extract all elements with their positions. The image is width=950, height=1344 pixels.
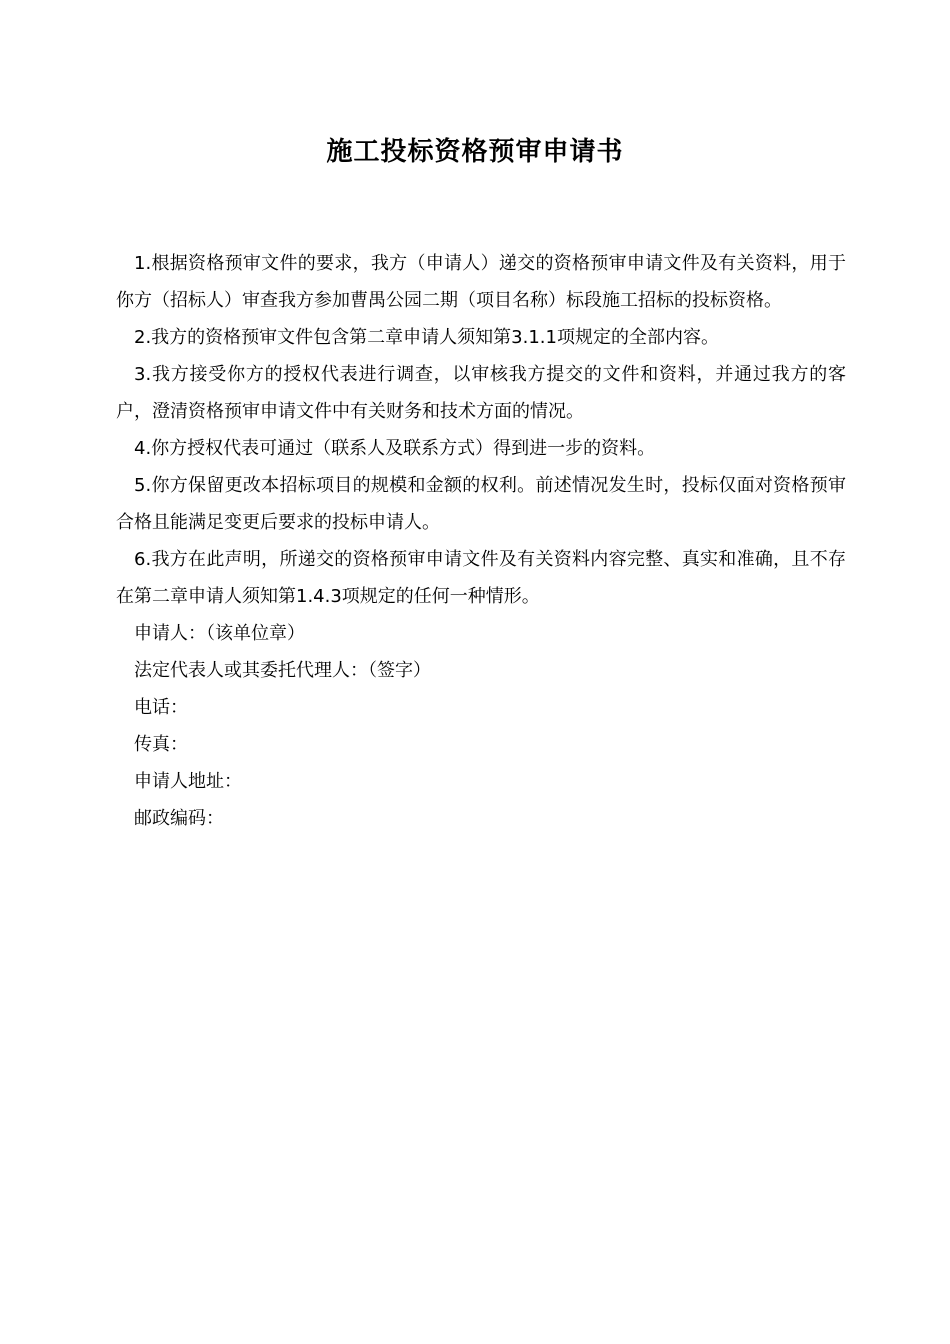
- paragraph-2: 2.我方的资格预审文件包含第二章申请人须知第3.1.1项规定的全部内容。: [134, 327, 719, 348]
- postcode-field: 邮政编码：: [134, 808, 224, 829]
- legal-representative-field: 法定代表人或其委托代理人：（签字）: [134, 660, 431, 681]
- applicant-field: 申请人：（该单位章）: [134, 623, 305, 644]
- paragraph-4: 4.你方授权代表可通过（联系人及联系方式）得到进一步的资料。: [134, 438, 656, 459]
- document-body: [116, 245, 846, 837]
- fax-field: 传真：: [134, 734, 188, 755]
- paragraph-1: 1.根据资格预审文件的要求，我方（申请人）递交的资格预审申请文件及有关资料，用于你方（招标人）审查我方参加曹禺公园二期（项目名称）标段施工招标的投标资格。: [116, 253, 846, 311]
- document-title: 施工投标资格预审申请书: [326, 137, 624, 167]
- paragraph-6: 6.我方在此声明，所递交的资格预审申请文件及有关资料内容完整、真实和准确，且不存在第二章申请人须知第1.4.3项规定的任何一种情形。: [116, 549, 846, 607]
- phone-field: 电话：: [134, 697, 188, 718]
- paragraph-3: 3.我方接受你方的授权代表进行调查，以审核我方提交的文件和资料，并通过我方的客户，澄清资格预审申请文件中有关财务和技术方面的情况。: [116, 364, 846, 422]
- paragraph-5: 5.你方保留更改本招标项目的规模和金额的权利。前述情况发生时，投标仅面对资格预审合格且能满足变更后要求的投标申请人。: [116, 475, 846, 533]
- address-field: 申请人地址：: [134, 771, 242, 792]
